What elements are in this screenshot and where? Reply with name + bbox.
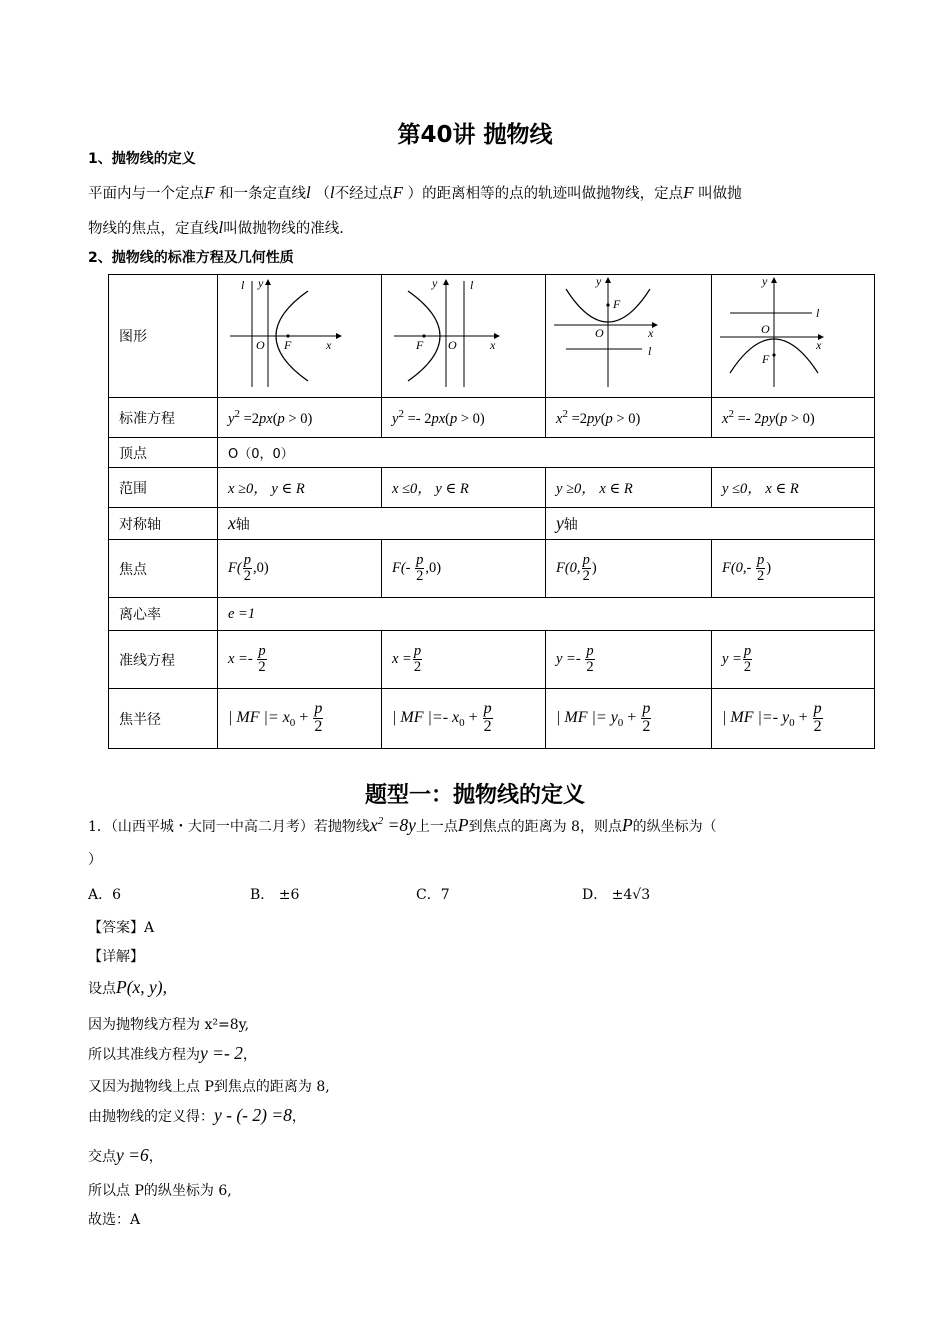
table-row xyxy=(109,508,875,540)
svg-text:x: x xyxy=(326,338,332,352)
row-label: 焦点 xyxy=(109,540,218,598)
graph-left-opening xyxy=(382,275,545,393)
range-cell: y ≤0， x ∈ R xyxy=(712,468,875,508)
svg-text:x: x xyxy=(490,338,496,352)
definition-paragraph: 平面内与一个定点F 和一条定直线l （l不经过点F ）的距离相等的点的轨迹叫做抛物线，定点F 叫做抛 物线的焦点，定直线l叫做抛物线的准线. xyxy=(88,183,742,237)
std-eq-cell: $y^2 =2px(p > 0)$ xyxy=(218,398,382,438)
properties-table xyxy=(108,274,875,749)
svg-text:F: F xyxy=(416,338,424,352)
option-b: B． ±6 xyxy=(250,887,300,903)
svg-text:x: x xyxy=(648,326,654,340)
graph-cell xyxy=(712,275,875,398)
svg-text:y: y xyxy=(432,276,438,290)
solution-line: 因为抛物线方程为 x²=8y, xyxy=(88,1017,250,1033)
question-line-2: ） xyxy=(88,852,102,868)
focal-radius-cell: | MF |= $y_0$ + $\frac{p}{2}$ xyxy=(546,689,712,749)
row-label: 焦半径 xyxy=(109,689,218,749)
directrix-cell: x = $\frac{p}{2}$ xyxy=(382,631,546,689)
directrix-cell: y = $\frac{p}{2}$ xyxy=(712,631,875,689)
option-c: C．7 xyxy=(416,887,450,903)
svg-text:y: y xyxy=(762,275,768,288)
graph-cell xyxy=(382,275,546,398)
question-line-1: 1．（山西平城・大同一中高二月考）若抛物线$x^2 =8y$上一点P到焦点的距离为 8，则点P的纵坐标为（ xyxy=(88,815,717,835)
focal-radius-cell: | MF |= $x_0$ + $\frac{p}{2}$ xyxy=(218,689,382,749)
graph-cell xyxy=(218,275,382,398)
row-label: 图形 xyxy=(109,275,218,398)
focus-cell: F(0, $\frac{p}{2}$ ) xyxy=(546,540,712,598)
svg-text:F: F xyxy=(762,352,770,366)
page-title: 第40讲 抛物线 xyxy=(397,122,553,148)
row-label: 标准方程 xyxy=(109,398,218,438)
vertex-cell: O（0，0） xyxy=(218,438,875,468)
row-label: 离心率 xyxy=(109,598,218,631)
table-row xyxy=(109,598,875,631)
range-cell: x ≤0， y ∈ R xyxy=(382,468,546,508)
solution-line: 所以其准线方程为y =- 2， xyxy=(88,1043,257,1063)
section-title: 题型一：抛物线的定义 xyxy=(364,783,585,808)
svg-text:l: l xyxy=(648,344,652,358)
focal-radius-cell: | MF |=- $y_0$ + $\frac{p}{2}$ xyxy=(712,689,875,749)
svg-text:y: y xyxy=(596,275,602,288)
directrix-cell: y =- $\frac{p}{2}$ xyxy=(546,631,712,689)
solution-line: 设点P(x, y), xyxy=(88,977,168,997)
answer-label: 【答案】A xyxy=(88,920,155,936)
range-cell: x ≥0， y ∈ R xyxy=(218,468,382,508)
graph-down-opening xyxy=(712,275,874,393)
svg-text:O: O xyxy=(256,338,265,352)
table-row xyxy=(109,631,875,689)
focus-cell: F(- $\frac{p}{2}$ ,0) xyxy=(382,540,546,598)
table-row xyxy=(109,438,875,468)
table-row xyxy=(109,398,875,438)
table-row xyxy=(109,689,875,749)
eccentricity-cell: e =1 xyxy=(218,598,875,631)
table-row xyxy=(109,540,875,598)
option-d: D． ±4√3 xyxy=(582,887,651,903)
svg-text:F: F xyxy=(613,297,621,311)
std-eq-cell: $x^2 =2py(p > 0)$ xyxy=(546,398,712,438)
solution-line: 所以点 P的纵坐标为 6, xyxy=(88,1183,232,1199)
graph-cell xyxy=(546,275,712,398)
row-label: 范围 xyxy=(109,468,218,508)
solution-line: 故选：A xyxy=(88,1212,141,1228)
heading-properties: 2、抛物线的标准方程及几何性质 xyxy=(88,250,294,266)
axis-x-cell: x轴 xyxy=(218,508,546,540)
svg-text:F: F xyxy=(284,338,292,352)
row-label: 准线方程 xyxy=(109,631,218,689)
row-label: 顶点 xyxy=(109,438,218,468)
svg-text:O: O xyxy=(595,326,604,340)
solution-line: 交点y =6， xyxy=(88,1145,163,1165)
focus-cell: F( $\frac{p}{2}$ ,0) xyxy=(218,540,382,598)
svg-text:O: O xyxy=(448,338,457,352)
svg-text:l: l xyxy=(241,278,245,292)
row-label: 对称轴 xyxy=(109,508,218,540)
svg-text:O: O xyxy=(761,322,770,336)
svg-text:l: l xyxy=(816,306,820,320)
focus-cell: F(0,- $\frac{p}{2}$ ) xyxy=(712,540,875,598)
std-eq-cell: $y^2 =- 2px(p > 0)$ xyxy=(382,398,546,438)
solution-line: 又因为抛物线上点 P到焦点的距离为 8, xyxy=(88,1079,330,1095)
svg-text:y: y xyxy=(258,276,264,290)
detail-label: 【详解】 xyxy=(88,949,144,965)
svg-text:l: l xyxy=(470,278,474,292)
svg-text:x: x xyxy=(816,338,822,352)
focal-radius-cell: | MF |=- $x_0$ + $\frac{p}{2}$ xyxy=(382,689,546,749)
graph-right-opening xyxy=(218,275,381,393)
graph-up-opening xyxy=(546,275,711,393)
directrix-cell: x =- $\frac{p}{2}$ xyxy=(218,631,382,689)
solution-line: 由抛物线的定义得：y - (- 2) =8， xyxy=(88,1105,306,1125)
heading-definition: 1、抛物线的定义 xyxy=(88,151,196,167)
option-a: A．6 xyxy=(88,887,122,903)
axis-y-cell: y轴 xyxy=(546,508,875,540)
std-eq-cell: $x^2 =- 2py(p > 0)$ xyxy=(712,398,875,438)
table-row xyxy=(109,468,875,508)
table-row xyxy=(109,275,875,398)
range-cell: y ≥0， x ∈ R xyxy=(546,468,712,508)
